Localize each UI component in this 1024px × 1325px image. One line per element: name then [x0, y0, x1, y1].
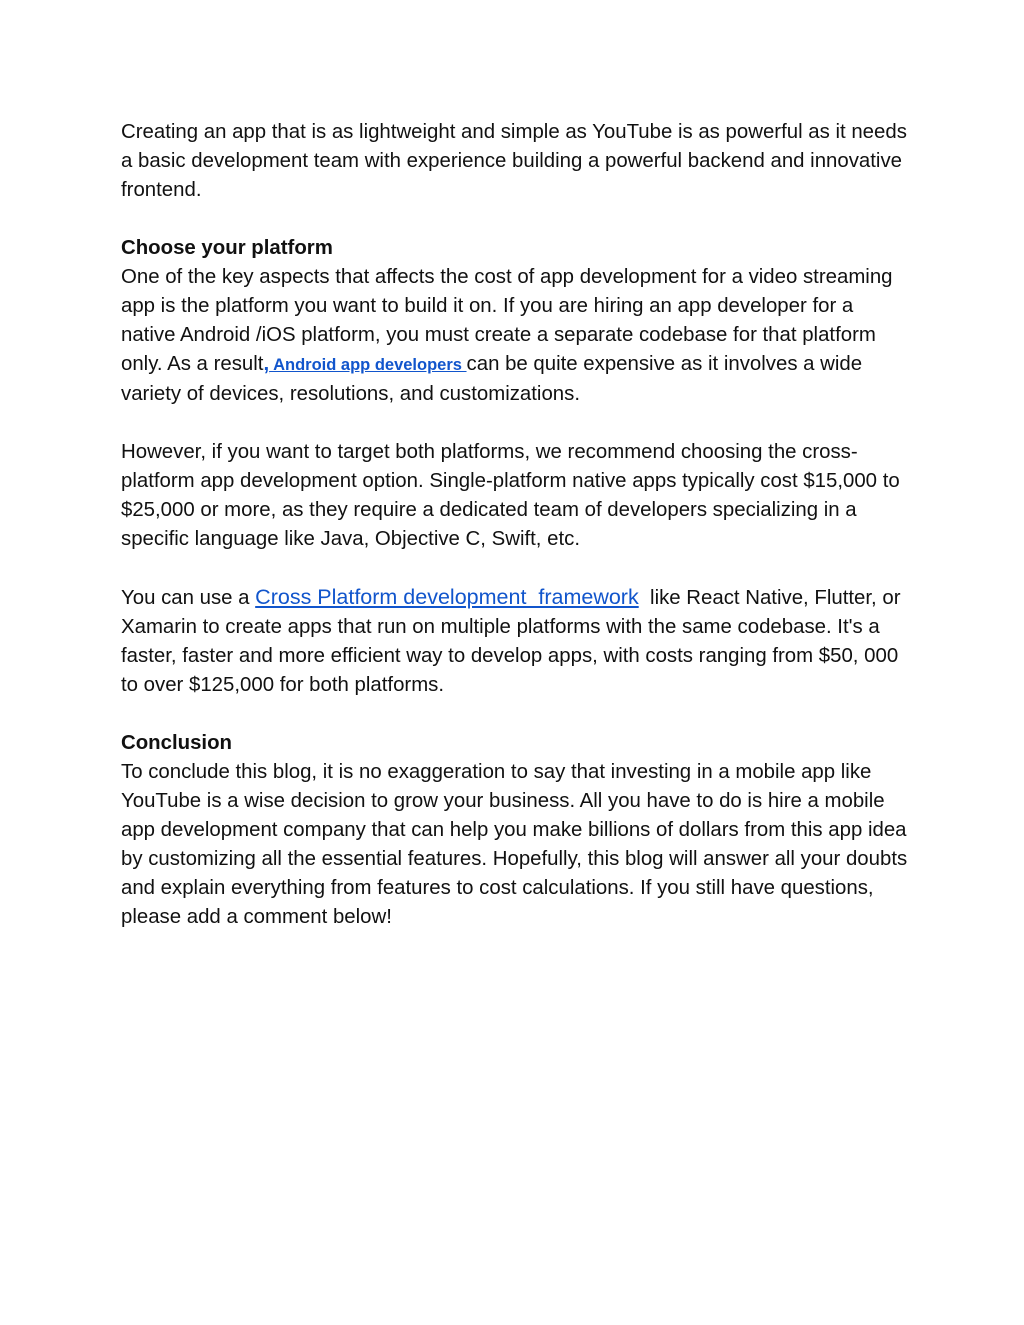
- platform-p3-text-end: like React Native, Flutter, or Xamarin to create apps that run on multiple platforms with the same codebase. It's a faster, faster and more efficient way to develop apps, with costs ranging from $50, 000 to over $125,000 for both platforms.: [121, 587, 907, 696]
- document-page: [121, 118, 911, 932]
- conclusion-text: To conclude this blog, it is no exaggeration to say that investing in a mobile app like YouTube is a wise decision to grow your business. All you have to do is hire a mobile app development company that can help you make billions of dollars from this app idea by customizing all the essential features. Hopefully, this blog will answer all your doubts and explain everything from features to cost calculations. If you still have questions, please add a comment below!: [121, 761, 908, 928]
- platform-paragraph-2: [121, 438, 911, 554]
- platform-p2-text: However, if you want to target both platforms, we recommend choosing the cross-platform app development option. Single-platform native apps typically cost $15,000 to $25,000 or more, as they require a dedicated team of developers specializing in a specific language like Java, Objective C, Swift, etc.: [121, 441, 900, 550]
- intro-text: Creating an app that is as lightweight and simple as YouTube is as powerful as it needs a basic development team with experience building a powerful backend and innovative frontend.: [121, 121, 907, 201]
- platform-paragraph-1: [121, 263, 911, 409]
- platform-p1-text-end: can be quite expensive as it involves a wide variety of devices, resolutions, and customizations.: [121, 353, 863, 405]
- paragraph-gap: [121, 700, 911, 729]
- intro-paragraph: [121, 118, 911, 205]
- paragraph-gap: [121, 205, 911, 234]
- android-app-developers-link[interactable]: Android app developers: [269, 356, 467, 374]
- cross-platform-framework-link[interactable]: Cross Platform development framework: [255, 585, 639, 609]
- platform-p3-text-start: You can use a: [121, 587, 256, 609]
- platform-p1-comma: ,: [263, 353, 270, 375]
- paragraph-gap: [121, 409, 911, 438]
- paragraph-gap: [121, 554, 911, 583]
- conclusion-paragraph: [121, 758, 911, 932]
- conclusion-heading: Conclusion: [121, 732, 233, 754]
- platform-p1-text-start: One of the key aspects that affects the cost of app development for a video streaming app is the platform you want to build it on. If you are hiring an app developer for a native Android /iOS platform, you must create a separate codebase for that platform only. As a result: [121, 266, 893, 375]
- platform-paragraph-3: [121, 583, 911, 700]
- platform-heading: Choose your platform: [121, 237, 333, 259]
